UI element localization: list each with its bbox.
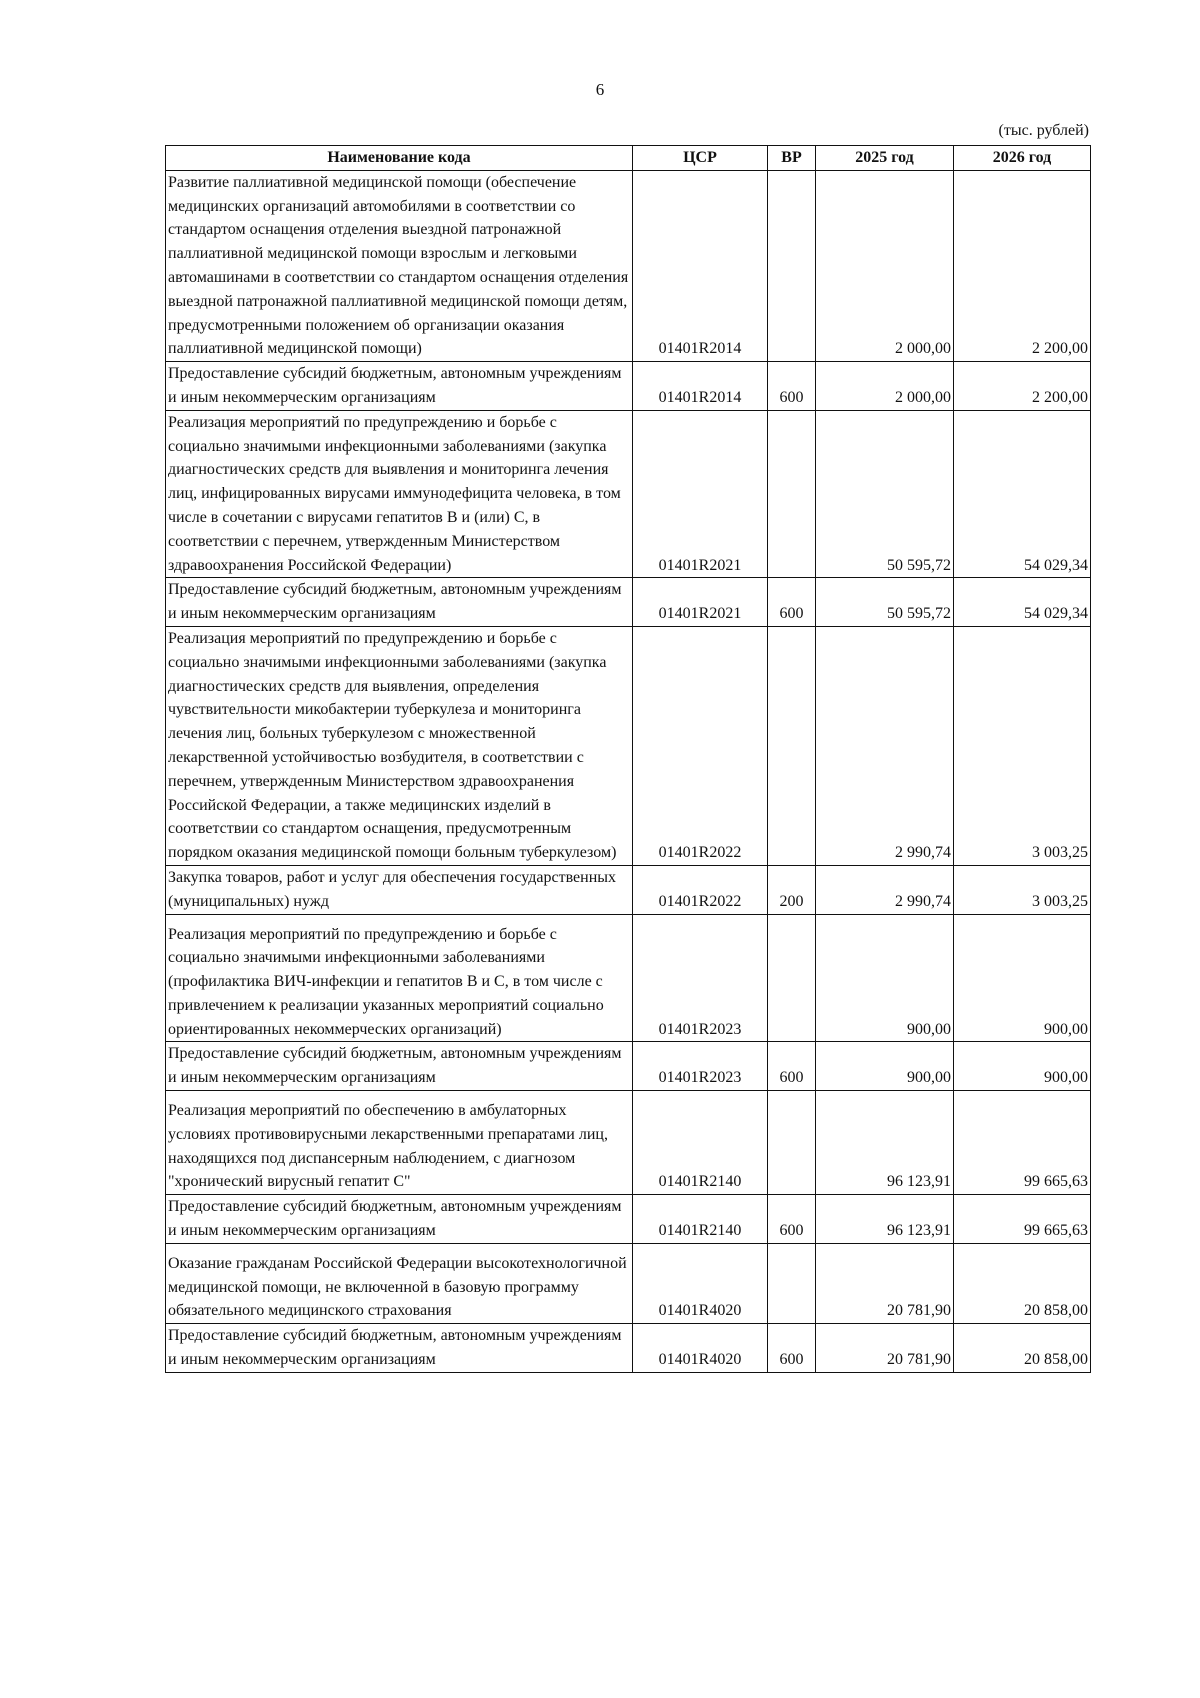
cell-2026: 2 200,00: [954, 170, 1091, 361]
cell-vr: 600: [768, 578, 816, 627]
cell-2025: 2 990,74: [816, 626, 954, 865]
cell-vr: 600: [768, 362, 816, 411]
cell-2025: 96 123,91: [816, 1091, 954, 1195]
cell-2025: 50 595,72: [816, 410, 954, 578]
table-row: [166, 1324, 1091, 1373]
table-row: [166, 1091, 1091, 1195]
cell-vr: [768, 626, 816, 865]
table-row: [166, 362, 1091, 411]
cell-name: Развитие паллиативной медицинской помощи (обеспечение медицинских организаций автомобилями в соответствии со стандартом оснащения отделения выездной патронажной паллиативной медицинской помощи взрослым и легковыми автомашинами в соответствии со стандартом оснащения отделения выездной патронажной паллиативной медицинской помощи детям, предусмотренными положением об организации оказания паллиативной медицинской помощи): [166, 170, 633, 361]
cell-name: Предоставление субсидий бюджетным, автономным учреждениям и иным некоммерческим организациям: [166, 362, 633, 411]
cell-csr: 01401R2021: [633, 410, 768, 578]
cell-name: Реализация мероприятий по предупреждению и борьбе с социально значимыми инфекционными заболеваниями (закупка диагностических средств для выявления и мониторинга лечения лиц, инфицированных вирусами иммунодефицита человека, в том числе в сочетании с вирусами гепатитов B и (или) C, в соответствии с перечнем, утвержденным Министерством здравоохранения Российской Федерации): [166, 410, 633, 578]
cell-2025: 20 781,90: [816, 1324, 954, 1373]
cell-vr: 600: [768, 1195, 816, 1244]
cell-2026: 99 665,63: [954, 1195, 1091, 1244]
table-row: [166, 1042, 1091, 1091]
cell-vr: 600: [768, 1042, 816, 1091]
table-row: [166, 410, 1091, 578]
cell-vr: [768, 170, 816, 361]
cell-2026: 99 665,63: [954, 1091, 1091, 1195]
cell-vr: 200: [768, 865, 816, 914]
cell-vr: [768, 1243, 816, 1323]
cell-csr: 01401R2014: [633, 362, 768, 411]
table-row: [166, 865, 1091, 914]
unit-label: (тыс. рублей): [998, 122, 1089, 139]
cell-2025: 96 123,91: [816, 1195, 954, 1244]
cell-vr: [768, 1091, 816, 1195]
cell-2026: 3 003,25: [954, 626, 1091, 865]
cell-vr: [768, 914, 816, 1042]
cell-name: Предоставление субсидий бюджетным, автономным учреждениям и иным некоммерческим организациям: [166, 1195, 633, 1244]
cell-2025: 20 781,90: [816, 1243, 954, 1323]
cell-csr: 01401R4020: [633, 1243, 768, 1323]
table-header-row: [166, 146, 1091, 171]
cell-2025: 2 000,00: [816, 170, 954, 361]
cell-name: Предоставление субсидий бюджетным, автономным учреждениям и иным некоммерческим организациям: [166, 1324, 633, 1373]
cell-2025: 900,00: [816, 914, 954, 1042]
header-year-2025: 2025 год: [816, 146, 954, 171]
cell-2026: 900,00: [954, 914, 1091, 1042]
header-name: Наименование кода: [166, 146, 633, 171]
cell-name: Оказание гражданам Российской Федерации высокотехнологичной медицинской помощи, не включенной в базовую программу обязательного медицинского страхования: [166, 1243, 633, 1323]
header-year-2026: 2026 год: [954, 146, 1091, 171]
cell-csr: 01401R2021: [633, 578, 768, 627]
cell-2025: 2 000,00: [816, 362, 954, 411]
cell-csr: 01401R2140: [633, 1195, 768, 1244]
table-row: [166, 578, 1091, 627]
header-csr: ЦСР: [633, 146, 768, 171]
cell-csr: 01401R2140: [633, 1091, 768, 1195]
cell-2026: 54 029,34: [954, 410, 1091, 578]
cell-csr: 01401R2023: [633, 1042, 768, 1091]
cell-vr: [768, 410, 816, 578]
cell-csr: 01401R2022: [633, 626, 768, 865]
header-vr: ВР: [768, 146, 816, 171]
cell-2026: 3 003,25: [954, 865, 1091, 914]
cell-2025: 900,00: [816, 1042, 954, 1091]
cell-csr: 01401R2014: [633, 170, 768, 361]
cell-2025: 2 990,74: [816, 865, 954, 914]
cell-csr: 01401R2022: [633, 865, 768, 914]
page-number: 6: [595, 80, 605, 99]
cell-name: Предоставление субсидий бюджетным, автономным учреждениям и иным некоммерческим организациям: [166, 1042, 633, 1091]
table-row: [166, 914, 1091, 1042]
cell-name: Реализация мероприятий по предупреждению и борьбе с социально значимыми инфекционными заболеваниями (закупка диагностических средств для выявления, определения чувствительности микобактерии туберкулеза и мониторинга лечения лиц, больных туберкулезом с множественной лекарственной устойчивостью возбудителя, в соответствии с перечнем, утвержденным Министерством здравоохранения Российской Федерации, а также медицинских изделий в соответствии со стандартом оснащения, предусмотренным порядком оказания медицинской помощи больным туберкулезом): [166, 626, 633, 865]
table-row: [166, 170, 1091, 361]
cell-name: Реализация мероприятий по предупреждению и борьбе с социально значимыми инфекционными заболеваниями (профилактика ВИЧ-инфекции и гепатитов B и C, в том числе с привлечением к реализации указанных мероприятий социально ориентированных некоммерческих организаций): [166, 914, 633, 1042]
cell-2025: 50 595,72: [816, 578, 954, 627]
budget-table: [165, 145, 1091, 1373]
cell-name: Реализация мероприятий по обеспечению в амбулаторных условиях противовирусными лекарственными препаратами лиц, находящихся под диспансерным наблюдением, с диагнозом "хронический вирусный гепатит C": [166, 1091, 633, 1195]
table-row: [166, 1243, 1091, 1323]
cell-2026: 2 200,00: [954, 362, 1091, 411]
cell-2026: 20 858,00: [954, 1324, 1091, 1373]
cell-name: Закупка товаров, работ и услуг для обеспечения государственных (муниципальных) нужд: [166, 865, 633, 914]
table-row: [166, 1195, 1091, 1244]
cell-2026: 20 858,00: [954, 1243, 1091, 1323]
cell-vr: 600: [768, 1324, 816, 1373]
cell-2026: 54 029,34: [954, 578, 1091, 627]
cell-csr: 01401R2023: [633, 914, 768, 1042]
cell-name: Предоставление субсидий бюджетным, автономным учреждениям и иным некоммерческим организациям: [166, 578, 633, 627]
cell-2026: 900,00: [954, 1042, 1091, 1091]
table-row: [166, 626, 1091, 865]
cell-csr: 01401R4020: [633, 1324, 768, 1373]
